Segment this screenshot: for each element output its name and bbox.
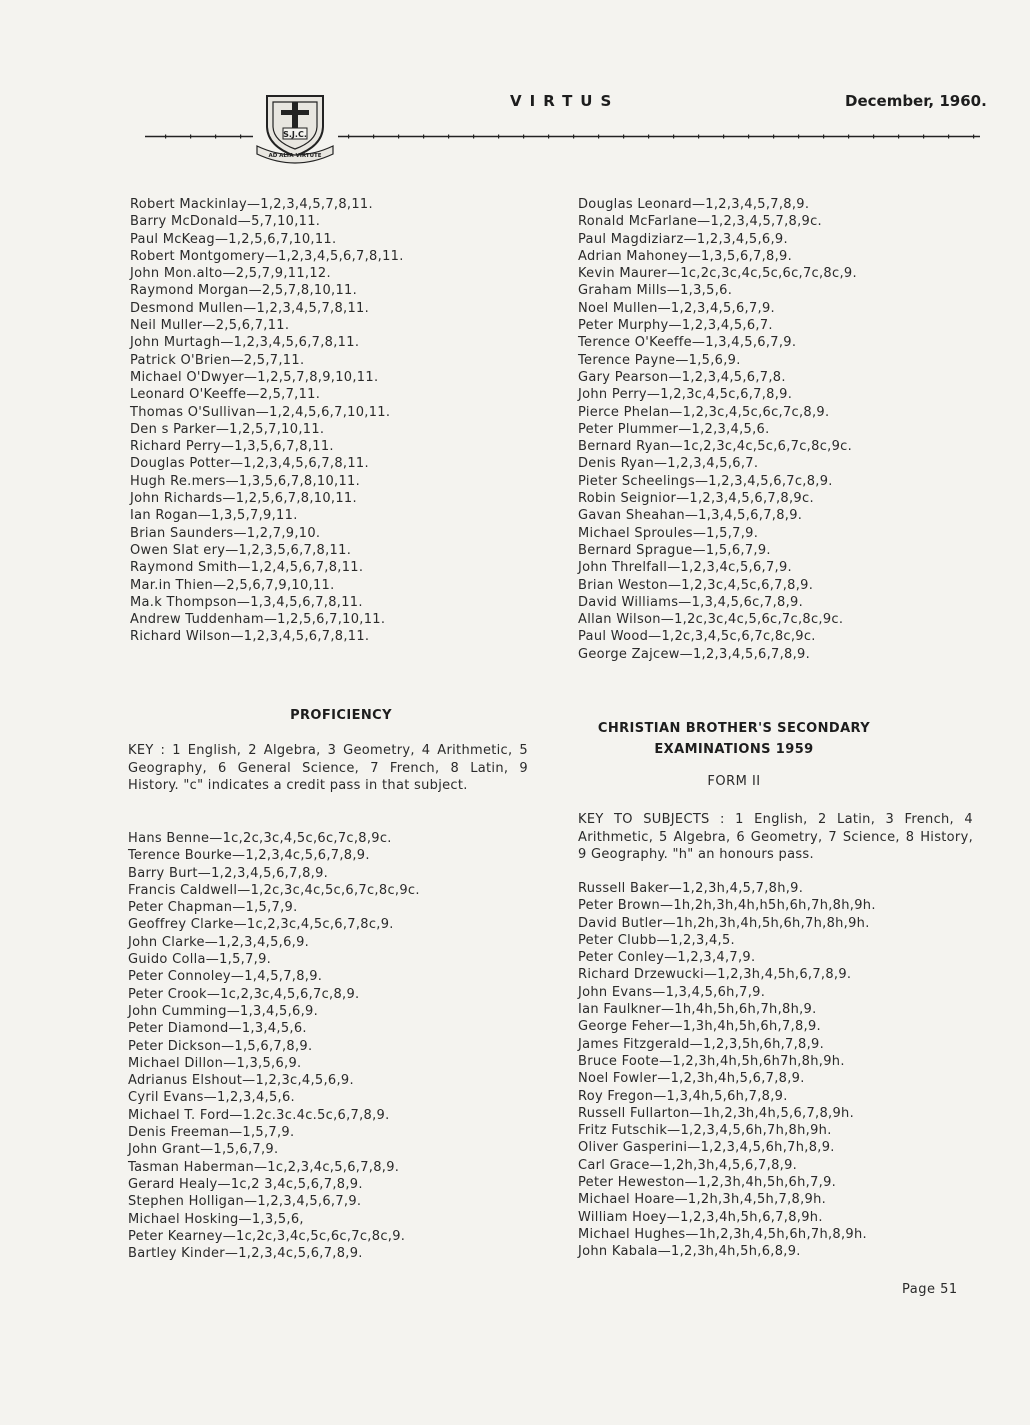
list-item: Michael O'Dwyer—1,2,5,7,8,9,10,11.	[130, 369, 379, 385]
list-item: Carl Grace—1,2h,3h,4,5,6,7,8,9.	[578, 1157, 798, 1173]
list-item: Gavan Sheahan—1,3,4,5,6,7,8,9.	[578, 508, 803, 524]
list-item: Peter Kearney—1c,2c,3,4c,5c,6c,7c,8c,9.	[128, 1228, 406, 1244]
list-item: Peter Dickson—1,5,6,7,8,9.	[128, 1038, 313, 1054]
list-item: Terence Bourke—1,2,3,4c,5,6,7,8,9.	[128, 848, 370, 864]
list-item: Richard Wilson—1,2,3,4,5,6,7,8,11.	[130, 629, 370, 645]
list-item: George Feher—1,3h,4h,5h,6h,7,8,9.	[578, 1019, 821, 1035]
list-item: Mar.in Thien—2,5,6,7,9,10,11.	[130, 577, 335, 593]
list-item: Michael Hughes—1h,2,3h,4,5h,6h,7h,8,9h.	[578, 1226, 867, 1242]
list-item: Francis Caldwell—1,2c,3c,4c,5c,6,7c,8c,9c.	[128, 882, 420, 898]
list-item: Peter Chapman—1,5,7,9.	[128, 900, 298, 916]
list-item: Barry Burt—1,2,3,4,5,6,7,8,9.	[128, 865, 329, 881]
list-item: James Fitzgerald—1,2,3,5h,6h,7,8,9.	[578, 1036, 825, 1052]
crest-motto: AD ALTA VIRTUTE	[268, 153, 322, 159]
list-item: Bartley Kinder—1,2,3,4c,5,6,7,8,9.	[128, 1246, 363, 1262]
list-item: John Mon.alto—2,5,7,9,11,12.	[130, 266, 331, 282]
list-item: Bernard Sprague—1,5,6,7,9.	[578, 542, 771, 558]
magazine-title: VIRTUS	[510, 92, 620, 110]
list-item: Gerard Healy—1c,2 3,4c,5,6,7,8,9.	[128, 1176, 363, 1192]
list-item: John Clarke—1,2,3,4,5,6,9.	[128, 934, 310, 950]
list-item: Robert Montgomery—1,2,3,4,5,6,7,8,11.	[130, 248, 404, 264]
list-item: Brian Weston—1,2,3c,4,5c,6,7,8,9.	[578, 577, 814, 593]
list-item: Peter Clubb—1,2,3,4,5.	[578, 932, 735, 948]
list-item: Peter Conley—1,2,3,4,7,9.	[578, 950, 756, 966]
list-item: Brian Saunders—1,2,7,9,10.	[130, 525, 321, 541]
top-list-left	[130, 196, 404, 646]
list-item: Denis Ryan—1,2,3,4,5,6,7.	[578, 456, 759, 472]
top-list-right	[578, 196, 857, 663]
list-item: Michael Sproules—1,5,7,9.	[578, 525, 759, 541]
list-item: Richard Perry—1,3,5,6,7,8,11.	[130, 439, 334, 455]
list-item: Cyril Evans—1,2,3,4,5,6.	[128, 1090, 295, 1106]
list-item: John Kabala—1,2,3h,4h,5h,6,8,9.	[578, 1244, 801, 1260]
list-item: Terence Payne—1,5,6,9.	[578, 352, 741, 368]
list-item: John Murtagh—1,2,3,4,5,6,7,8,11.	[130, 335, 360, 351]
list-item: George Zajcew—1,2,3,4,5,6,7,8,9.	[578, 646, 811, 662]
list-item: Hugh Re.mers—1,3,5,6,7,8,10,11.	[130, 473, 361, 489]
list-item: Peter Crook—1c,2,3c,4,5,6,7c,8,9.	[128, 986, 360, 1002]
list-item: Raymond Smith—1,2,4,5,6,7,8,11.	[130, 560, 364, 576]
list-item: Ian Faulkner—1h,4h,5h,6h,7h,8h,9.	[578, 1002, 817, 1018]
list-item: Raymond Morgan—2,5,7,8,10,11.	[130, 283, 358, 299]
proficiency-key: KEY : 1 English, 2 Algebra, 3 Geometry, 4 Arithmetic, 5 Geography, 6 General Science, 7 French, 8 Latin, 9 History. "c" indicates a credit pass in that subject.	[128, 743, 528, 793]
cbs-form: FORM II	[707, 774, 761, 789]
issue-date: December, 1960.	[845, 92, 987, 110]
list-item: Neil Muller—2,5,6,7,11.	[130, 318, 290, 334]
list-item: Bruce Foote—1,2,3h,4h,5h,6h7h,8h,9h.	[578, 1053, 845, 1069]
proficiency-heading: PROFICIENCY	[290, 708, 392, 723]
cbs-heading	[560, 718, 908, 760]
list-item: Peter Murphy—1,2,3,4,5,6,7.	[578, 318, 773, 334]
header-rule-right	[338, 134, 980, 139]
list-item: Peter Connoley—1,4,5,7,8,9.	[128, 969, 323, 985]
cbs-heading-line2: EXAMINATIONS 1959	[654, 742, 814, 757]
list-item: Michael Hoare—1,2h,3h,4,5h,7,8,9h.	[578, 1192, 827, 1208]
list-item: David Williams—1,3,4,5,6c,7,8,9.	[578, 594, 804, 610]
proficiency-list	[128, 830, 420, 1262]
list-item: Peter Plummer—1,2,3,4,5,6.	[578, 421, 770, 437]
list-item: Guido Colla—1,5,7,9.	[128, 952, 272, 968]
list-item: Peter Brown—1h,2h,3h,4h,h5h,6h,7h,8h,9h.	[578, 898, 876, 914]
list-item: Patrick O'Brien—2,5,7,11.	[130, 352, 305, 368]
list-item: John Evans—1,3,4,5,6h,7,9.	[578, 984, 766, 1000]
list-item: Gary Pearson—1,2,3,4,5,6,7,8.	[578, 369, 786, 385]
list-item: Graham Mills—1,3,5,6.	[578, 283, 733, 299]
list-item: Robin Seignior—1,2,3,4,5,6,7,8,9c.	[578, 491, 814, 507]
list-item: Thomas O'Sullivan—1,2,4,5,6,7,10,11.	[130, 404, 391, 420]
list-item: Douglas Potter—1,2,3,4,5,6,7,8,11.	[130, 456, 369, 472]
list-item: Ronald McFarlane—1,2,3,4,5,7,8,9c.	[578, 214, 822, 230]
list-item: Noel Mullen—1,2,3,4,5,6,7,9.	[578, 300, 775, 316]
cbs-heading-line1: CHRISTIAN BROTHER'S SECONDARY	[597, 721, 871, 736]
list-item: Andrew Tuddenham—1,2,5,6,7,10,11.	[130, 612, 386, 628]
list-item: John Richards—1,2,5,6,7,8,10,11.	[130, 491, 357, 507]
list-item: Oliver Gasperini—1,2,3,4,5,6h,7h,8,9.	[578, 1140, 835, 1156]
list-item: Adrianus Elshout—1,2,3c,4,5,6,9.	[128, 1073, 354, 1089]
list-item: Noel Fowler—1,2,3h,4h,5,6,7,8,9.	[578, 1071, 805, 1087]
list-item: Michael T. Ford—1.2c.3c.4c.5c,6,7,8,9.	[128, 1107, 390, 1123]
list-item: John Cumming—1,3,4,5,6,9.	[128, 1003, 319, 1019]
list-item: Allan Wilson—1,2c,3c,4c,5,6c,7c,8c,9c.	[578, 612, 844, 628]
list-item: Desmond Mullen—1,2,3,4,5,7,8,11.	[130, 300, 370, 316]
list-item: John Grant—1,5,6,7,9.	[128, 1142, 279, 1158]
list-item: Kevin Maurer—1c,2c,3c,4c,5c,6c,7c,8c,9.	[578, 266, 857, 282]
list-item: John Perry—1,2,3c,4,5c,6,7,8,9.	[578, 387, 793, 403]
list-item: William Hoey—1,2,3,4h,5h,6,7,8,9h.	[578, 1209, 823, 1225]
list-item: Barry McDonald—5,7,10,11.	[130, 214, 321, 230]
list-item: Denis Freeman—1,5,7,9.	[128, 1125, 295, 1141]
cbs-list	[578, 880, 876, 1261]
list-item: Hans Benne—1c,2c,3c,4,5c,6c,7c,8,9c.	[128, 831, 392, 846]
list-item: Robert Mackinlay—1,2,3,4,5,7,8,11.	[130, 197, 373, 212]
list-item: John Threlfall—1,2,3,4c,5,6,7,9.	[578, 560, 792, 576]
list-item: Paul Wood—1,2c,3,4,5c,6,7c,8c,9c.	[578, 629, 816, 645]
list-item: Paul Magdiziarz—1,2,3,4,5,6,9.	[578, 231, 788, 247]
list-item: Stephen Holligan—1,2,3,4,5,6,7,9.	[128, 1194, 362, 1210]
list-item: Den s Parker—1,2,5,7,10,11.	[130, 421, 325, 437]
list-item: Ian Rogan—1,3,5,7,9,11.	[130, 508, 298, 524]
list-item: Owen Slat ery—1,2,3,5,6,7,8,11.	[130, 542, 352, 558]
list-item: Ma.k Thompson—1,3,4,5,6,7,8,11.	[130, 594, 363, 610]
cbs-key: KEY TO SUBJECTS : 1 English, 2 Latin, 3 French, 4 Arithmetic, 5 Algebra, 6 Geometry, 7 Science, 8 History, 9 Geography. "h" an honours pass.	[578, 812, 973, 862]
page-number: Page 51	[902, 1282, 958, 1297]
list-item: Douglas Leonard—1,2,3,4,5,7,8,9.	[578, 197, 810, 212]
list-item: Tasman Haberman—1c,2,3,4c,5,6,7,8,9.	[128, 1159, 400, 1175]
list-item: Leonard O'Keeffe—2,5,7,11.	[130, 387, 321, 403]
list-item: Russell Fullarton—1h,2,3h,4h,5,6,7,8,9h.	[578, 1105, 855, 1121]
list-item: Terence O'Keeffe—1,3,4,5,6,7,9.	[578, 335, 797, 351]
list-item: Adrian Mahoney—1,3,5,6,7,8,9.	[578, 248, 793, 264]
list-item: David Butler—1h,2h,3h,4h,5h,6h,7h,8h,9h.	[578, 915, 870, 931]
list-item: Roy Fregon—1,3,4h,5,6h,7,8,9.	[578, 1088, 788, 1104]
list-item: Paul McKeag—1,2,5,6,7,10,11.	[130, 231, 337, 247]
list-item: Michael Hosking—1,3,5,6,	[128, 1211, 304, 1227]
header-rule-left	[145, 134, 253, 139]
list-item: Pierce Phelan—1,2,3c,4,5c,6c,7c,8,9.	[578, 404, 830, 420]
list-item: Fritz Futschik—1,2,3,4,5,6h,7h,8h,9h.	[578, 1123, 832, 1139]
college-crest	[255, 84, 335, 164]
list-item: Peter Heweston—1,2,3h,4h,5h,6h,7,9.	[578, 1175, 837, 1191]
list-item: Bernard Ryan—1c,2,3c,4c,5c,6,7c,8c,9c.	[578, 439, 853, 455]
crest-initials: S.J.C.	[283, 130, 307, 139]
list-item: Russell Baker—1,2,3h,4,5,7,8h,9.	[578, 881, 804, 896]
list-item: Pieter Scheelings—1,2,3,4,5,6,7c,8,9.	[578, 473, 833, 489]
list-item: Geoffrey Clarke—1c,2,3c,4,5c,6,7,8c,9.	[128, 917, 394, 933]
list-item: Michael Dillon—1,3,5,6,9.	[128, 1055, 302, 1071]
list-item: Richard Drzewucki—1,2,3h,4,5h,6,7,8,9.	[578, 967, 852, 983]
list-item: Peter Diamond—1,3,4,5,6.	[128, 1021, 307, 1037]
